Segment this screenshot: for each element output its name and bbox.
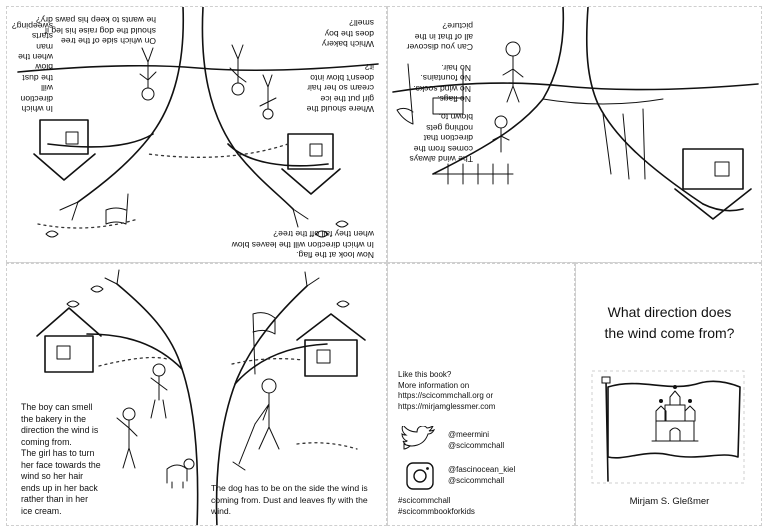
- boy-text-line: The girl has to turn: [21, 448, 95, 458]
- q-leaves-line: when they fall off the tree?: [273, 229, 374, 240]
- zine-sheet: [6, 6, 762, 526]
- dog-text-line: wind.: [211, 506, 232, 516]
- question-leaves: [232, 229, 374, 260]
- no-list-line: No fountains.: [420, 73, 471, 84]
- info-link[interactable]: https://scicommchall.org or: [398, 391, 494, 400]
- panel-cover: [575, 263, 762, 526]
- panel-info: [387, 263, 575, 526]
- text-discover: [407, 21, 473, 52]
- cover-title-line: What direction does: [607, 304, 732, 320]
- hashtags: [398, 496, 475, 517]
- instagram-handle[interactable]: @fascinocean_kiel: [448, 465, 516, 474]
- question-girl: [307, 62, 374, 114]
- question-dog: [36, 15, 156, 46]
- boy-text-line: the bakery in the: [21, 413, 87, 424]
- info-line: More information on: [398, 380, 470, 390]
- q-bakery-line: does the boy: [324, 28, 374, 39]
- wind-rule-line: comes from the: [413, 143, 473, 154]
- question-bakery: [322, 18, 374, 49]
- q-leaves-line: Now look at the flag.: [296, 250, 374, 260]
- hashtag[interactable]: #scicommchall: [398, 496, 451, 505]
- q-bakery-line: Which bakery: [321, 39, 374, 49]
- q-girl-line: girl put the ice: [320, 93, 374, 104]
- q-dust-line: In which: [21, 104, 53, 114]
- q-dust-line: the dust blow: [22, 62, 53, 83]
- q-dust-line: sweeping?: [11, 20, 53, 31]
- boy-text-line: her face towards the: [21, 459, 101, 470]
- boy-text-line: coming from.: [21, 436, 72, 447]
- text-wind-rule: [409, 112, 473, 164]
- panel-questions-content: [7, 7, 387, 263]
- dog-text-line: coming from. Dust and leaves fly with the: [211, 494, 368, 505]
- q-dog-line: On which side of the tree: [60, 36, 156, 46]
- q-girl-line: cream so her hair: [307, 83, 374, 94]
- discover-line: picture?: [442, 21, 473, 32]
- panel-questions-upside-down: [6, 6, 387, 263]
- q-dog-line: he wants to keep his paws dry?: [36, 15, 156, 26]
- boy-text-line: wind so her hair: [21, 471, 84, 481]
- boy-text-line: rather than in her: [21, 494, 88, 504]
- instagram-icon: [405, 461, 435, 491]
- panel-wind-rule-upside-down: [387, 6, 762, 263]
- no-list-line: No flags.: [437, 94, 471, 104]
- wind-rule-line: The wind always: [409, 154, 473, 164]
- wind-rule-line: direction that: [423, 133, 473, 144]
- no-list-line: No wind socks.: [413, 83, 471, 94]
- text-no-list: [413, 62, 471, 104]
- wind-rule-line: blown to.: [438, 112, 473, 123]
- q-dust-line: when the man: [18, 41, 53, 62]
- q-dog-line: should the dog raise his leg if: [44, 25, 156, 36]
- panel-answers: [6, 263, 387, 526]
- boy-text-line: ends up in her back: [21, 482, 98, 493]
- twitter-handles: [448, 430, 504, 451]
- q-dust-line: starts: [31, 31, 53, 42]
- text-boy-explanation: [21, 402, 101, 517]
- no-list-line: No hair.: [441, 62, 471, 73]
- instagram-handle[interactable]: @scicommchall: [448, 475, 505, 485]
- cover-title-line: the wind come from?: [604, 325, 735, 341]
- q-girl-line: doesn't blow into: [310, 72, 374, 83]
- hashtag[interactable]: #scicommbookforkids: [398, 506, 475, 516]
- dog-text-line: The dog has to be on the side the wind is: [211, 483, 368, 493]
- boy-text-line: direction the wind is: [21, 425, 99, 435]
- q-bakery-line: smell?: [349, 18, 374, 29]
- cover-title: [576, 302, 762, 344]
- twitter-handle[interactable]: @meermini: [448, 430, 490, 439]
- info-link[interactable]: https://mirjamglessmer.com: [398, 401, 496, 411]
- twitter-handle[interactable]: @scicommchall: [448, 440, 505, 450]
- discover-line: all of that in the: [414, 31, 473, 42]
- q-leaves-line: In which direction will the leaves blow: [231, 239, 374, 250]
- q-dust-line: direction will: [20, 83, 53, 104]
- instagram-handles: [448, 465, 515, 486]
- info-block: [398, 370, 495, 412]
- q-girl-line: Where should the: [306, 104, 374, 114]
- q-girl-line: it?: [364, 62, 374, 73]
- boy-text-line: ice cream.: [21, 505, 62, 516]
- panel-wind-rule-content: [388, 7, 762, 263]
- cover-author: Mirjam S. Gleßmer: [629, 496, 710, 507]
- text-dog-explanation: [211, 483, 368, 518]
- hamburg-flag-illustration: [590, 369, 750, 489]
- discover-line: Can you discover: [406, 42, 473, 52]
- info-line: Like this book?: [398, 370, 452, 379]
- twitter-bird-icon: [400, 426, 440, 454]
- wind-rule-line: nothing gets: [426, 122, 473, 133]
- boy-text-line: The boy can smell: [21, 402, 93, 412]
